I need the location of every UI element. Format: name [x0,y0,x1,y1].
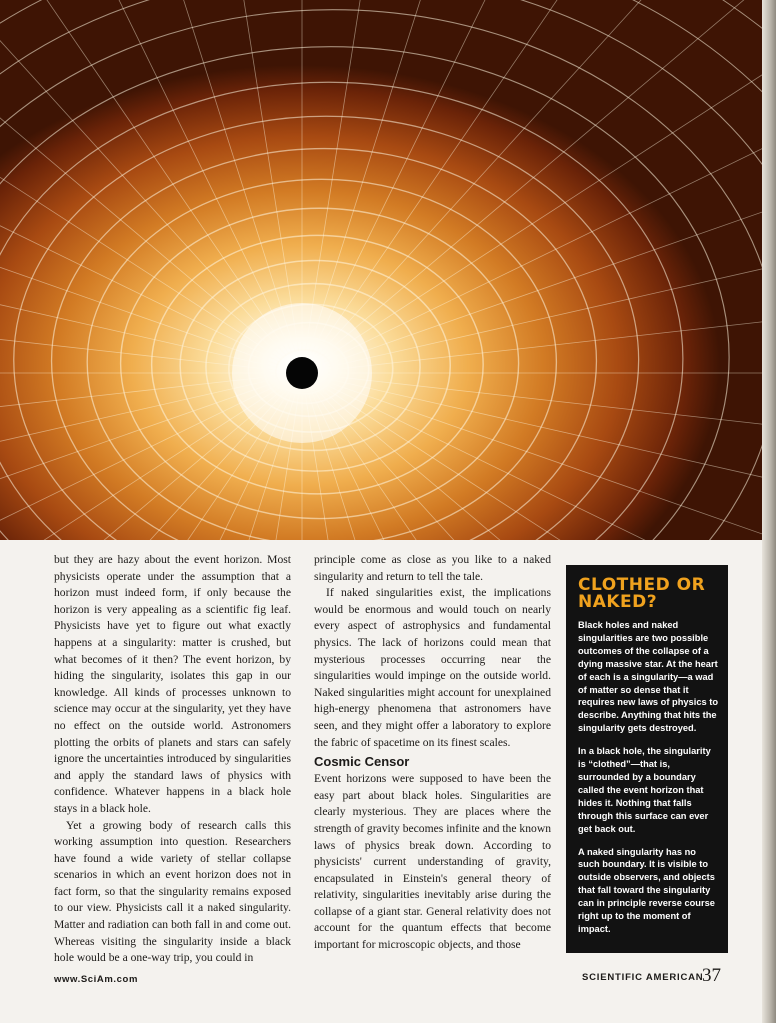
sidebar-title-line: NAKED? [578,592,658,612]
sidebar-box [566,565,728,953]
grid-spoke [312,393,646,540]
sidebar-title-line: CLOTHED OR [578,575,706,595]
grid-spoke [0,389,284,540]
grid-spoke [0,0,286,356]
section-subhead: Cosmic Censor [314,754,410,770]
article-column-1 [54,552,291,967]
grid-spoke [318,0,776,356]
grid-spoke [325,384,776,540]
paragraph: Event horizons were supposed to have been the easy part about black holes. Singularities are clearly mysterious. They are places where the strength of gravity becomes infinite and the known laws of physics break down. According to physicists' current understanding of gravity, encapsulated in Einstein's general theory of relativity, singularities inevitably arise during the collapse of a giant star. General relativity does not account for the quantum effects that become important for microscopic objects, and those [314,772,551,952]
grid-spoke [0,0,284,357]
paragraph: If naked singularities exist, the implications would be enormous and would touch on nearly every aspect of astrophysics and fundamental physics. The lack of horizons could mean that mysterious processes occurring near the singularities would impinge on the outside world. Naked singularities might account for unexplained high-energy phenomena that astronomers have seen, and they might offer a laboratory to explore the fabric of spacetime on its finest scales. [314,586,551,749]
grid-spoke [185,0,299,351]
article-column-2 [314,552,551,954]
grid-spoke [323,386,776,540]
paragraph: Yet a growing body of research calls this working assumption into question. Researchers have found a wide variety of stellar collapse scenarios in which an event horizon does not in fact form, so that the singularity remains exposed to our view. Physicists call it a naked singularity. Matter and radiation can both fall in and come out. Whereas visiting the singularity inside a black hole would be a one-way trip, you could in [54,818,291,965]
sidebar-title [578,577,718,611]
grid-spoke [0,0,289,354]
grid-spoke [315,392,752,540]
grid-spoke [327,379,776,540]
singularity-black-dot [286,357,318,389]
grid-spoke [305,0,419,351]
grid-ring [0,82,683,540]
sidebar-paragraph: A naked singularity has no such boundary. It is visible to outside observers, and objects that fall toward the singularity can in principle reverse course right up to the moment of impact. [578,846,715,934]
paragraph: principle come as close as you like to a naked singularity and return to tell the tale. [314,553,551,583]
grid-spoke [69,0,295,352]
grid-spoke [326,381,776,540]
page-number: 37 [702,965,721,986]
grid-spoke [0,390,286,540]
grid-spoke [328,274,776,370]
grid-spoke [328,376,776,472]
paragraph: but they are hazy about the event horizon. Most physicists operate under the assumption that a horizon must indeed form, if only because the horizon is very appealing as a scientific fig leaf. Physicists have yet to figure out what exactly happens at a singularity: matter is crushed, but what becomes of it then? The event horizon, by hiding the singularity, isolates this gap in our knowledge. All kinds of processes unknown to science may occur at the singularity, yet they have no effect on the outside world. Astronomers plotting the orbits of planets and stars can safely ignore the uncertainties introduced by singularities and apply the standard laws of physics with confidence. Whatever happens in a black hole stays in a black hole. [54,553,291,815]
magazine-name: SCIENTIFIC AMERICAN [582,972,704,983]
sidebar-paragraph: In a black hole, the singularity is “clothed”—that is, surrounded by a boundary called the event horizon that hides it. Nothing that falls through this surface can ever get back out. [578,746,711,834]
grid-spoke [312,0,646,353]
website-url: www.SciAm.com [54,974,138,985]
sidebar-paragraph: Black holes and naked singularities are two possible outcomes of the collapse of a dying massive star. At the heart of each is a singularity—a wad of matter so dense that it requires new laws of physics to describe. Anything that hits the singularity gets destroyed. [578,620,719,734]
page-binding-edge [762,0,776,1023]
